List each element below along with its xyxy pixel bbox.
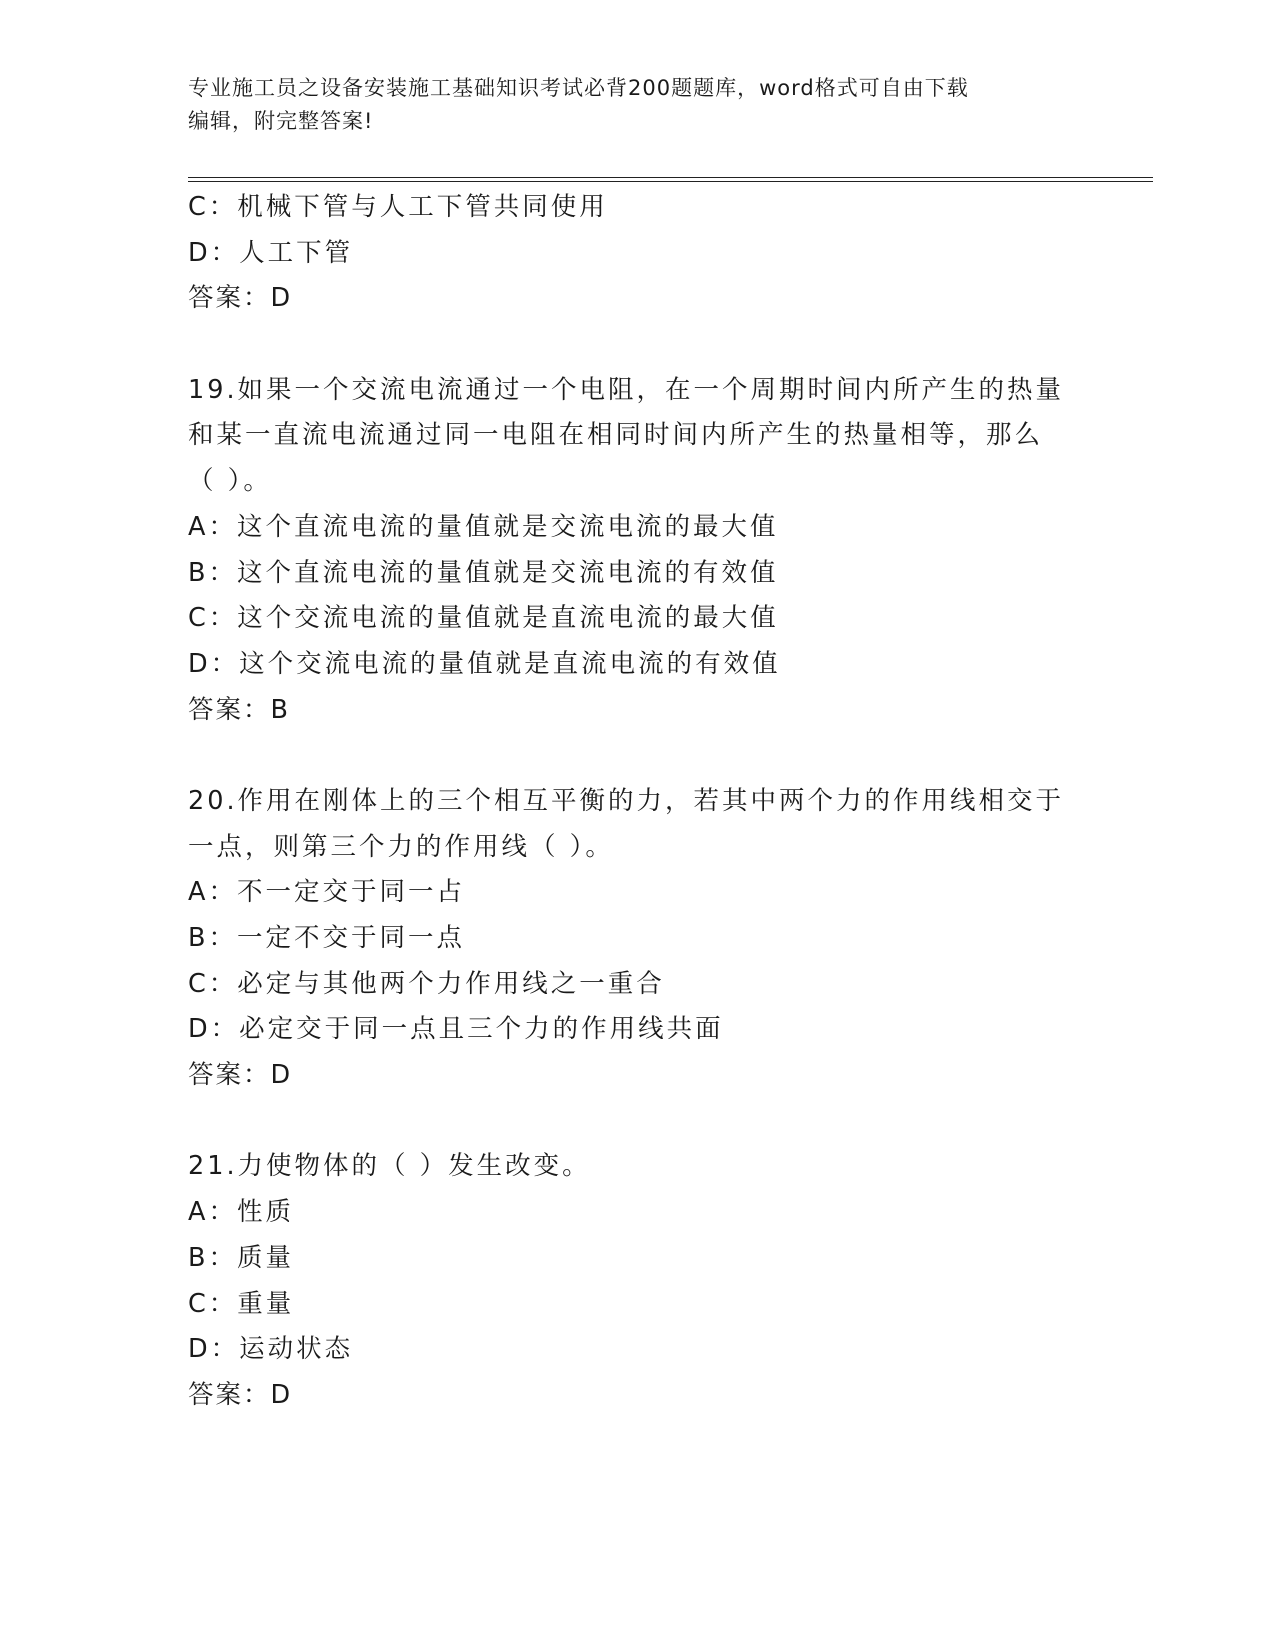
option-b: B：质量 xyxy=(188,1242,294,1273)
option-c: C：必定与其他两个力作用线之一重合 xyxy=(188,968,665,999)
option-c: C：重量 xyxy=(188,1288,295,1319)
header-line-1: 专业施工员之设备安装施工基础知识考试必背200题题库，word格式可自由下载 xyxy=(188,76,969,100)
question-list xyxy=(188,185,1108,1419)
document-header xyxy=(188,72,1088,138)
option-d: D：这个交流电流的量值就是直流电流的有效值 xyxy=(188,648,781,679)
option-a: A：不一定交于同一占 xyxy=(188,877,465,908)
question-20 xyxy=(188,779,1108,1099)
header-rule-top xyxy=(188,177,1153,178)
option-c: C：机械下管与人工下管共同使用 xyxy=(188,192,608,222)
question-21 xyxy=(188,1144,1108,1418)
option-d: D：必定交于同一点且三个力的作用线共面 xyxy=(188,1014,724,1045)
question-stem: 21.力使物体的（ ）发生改变。 xyxy=(188,1151,591,1182)
header-line-2: 编辑，附完整答案! xyxy=(188,109,374,133)
answer: 答案：D xyxy=(188,283,293,314)
option-c: C：这个交流电流的量值就是直流电流的最大值 xyxy=(188,603,779,634)
spacer xyxy=(188,322,1108,368)
option-b: B：一定不交于同一点 xyxy=(188,923,465,953)
question-19 xyxy=(188,368,1108,734)
question-stem: 一点，则第三个力的作用线（ ）。 xyxy=(188,831,614,862)
spacer xyxy=(188,1099,1108,1145)
option-a: A：这个直流电流的量值就是交流电流的最大值 xyxy=(188,511,779,542)
answer: 答案：B xyxy=(188,694,290,725)
answer: 答案：D xyxy=(188,1379,293,1410)
option-d: D：运动状态 xyxy=(188,1334,354,1365)
question-stem: （ ）。 xyxy=(188,466,272,497)
option-d: D：人工下管 xyxy=(188,237,354,268)
spacer xyxy=(188,733,1108,779)
header-rule-bottom xyxy=(188,181,1153,182)
question-stem: 和某一直流电流通过同一电阻在相同时间内所产生的热量相等，那么 xyxy=(188,420,1044,451)
option-a: A：性质 xyxy=(188,1197,294,1228)
question-stem: 19.如果一个交流电流通过一个电阻，在一个周期时间内所产生的热量 xyxy=(188,374,1065,405)
answer: 答案：D xyxy=(188,1060,293,1091)
option-b: B：这个直流电流的量值就是交流电流的有效值 xyxy=(188,557,779,588)
question-stem: 20.作用在刚体上的三个相互平衡的力，若其中两个力的作用线相交于 xyxy=(188,785,1065,816)
question-18-tail xyxy=(188,185,1108,322)
